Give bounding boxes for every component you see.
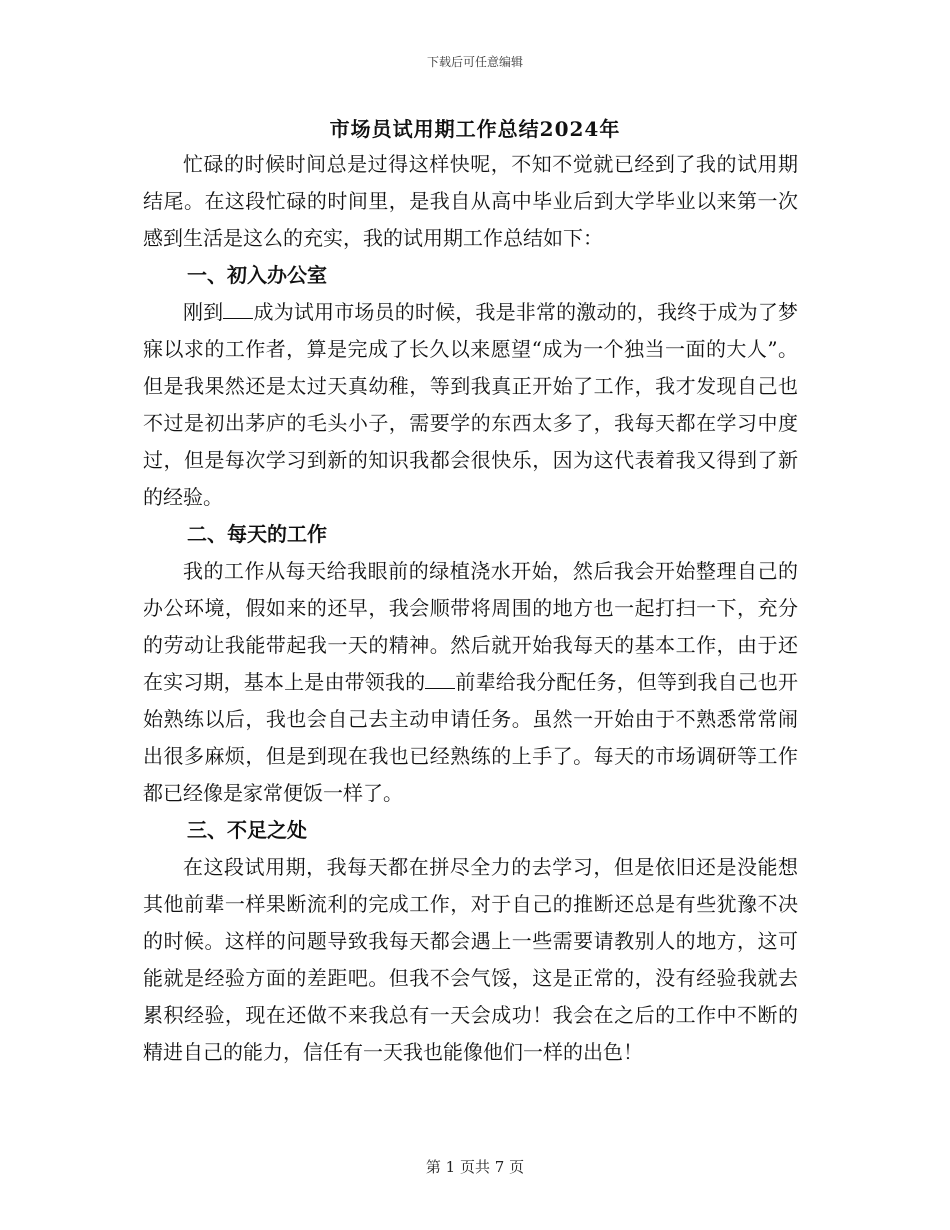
fill-in-blank (223, 300, 253, 319)
document-body (143, 146, 798, 1071)
page-number: 第 1 页共 7 页 (425, 1158, 525, 1176)
section-1-text-start: 刚到 (183, 300, 224, 324)
section-2-text-end: 前辈给我分配任务，但等到我自己也开始熟练以后，我也会自己去主动申请任务。虽然一开始由于不熟悉常常闹出很多麻烦，但是到现在我也已经熟练的上手了。每天的市场调研等工作都已经像是家常便饭一样了。 (143, 670, 799, 805)
section-paragraph-2 (143, 553, 798, 812)
header-note: 下载后可任意编辑 (426, 55, 523, 69)
section-paragraph-3: 在这段试用期，我每天都在拼尽全力的去学习，但是依旧还是没能想其他前辈一样果断流利的完成工作，对于自己的推断还总是有些犹豫不决的时候。这样的问题导致我每天都会遇上一些需要请教别人的地方，这可能就是经验方面的差距吧。但我不会气馁，这是正常的，没有经验我就去累积经验，现在还做不来我总有一天会成功！我会在之后的工作中不断的精进自己的能力，信任有一天我也能像他们一样的出色！ (143, 855, 798, 1064)
fill-in-blank (425, 670, 455, 689)
section-heading-3: 三、不足之处 (187, 818, 307, 842)
section-heading-2: 二、每天的工作 (187, 522, 327, 546)
section-2-text-start: 我的工作从每天给我眼前的绿植浇水开始，然后我会开始整理自己的办公环境，假如来的还早，我会顺带将周围的地方也一起打扫一下，充分的劳动让我能带起我一天的精神。然后就开始我每天的基本工作，由于还在实习期，基本上是由带领我的 (143, 559, 798, 694)
section-paragraph-1 (143, 294, 798, 516)
section-heading-1: 一、初入办公室 (187, 263, 327, 287)
intro-paragraph: 忙碌的时候时间总是过得这样快呢，不知不觉就已经到了我的试用期结尾。在这段忙碌的时间里，是我自从高中毕业后到大学毕业以来第一次感到生活是这么的充实，我的试用期工作总结如下： (143, 152, 798, 250)
section-1-text-end: 成为试用市场员的时候，我是非常的激动的，我终于成为了梦寐以求的工作者，算是完成了长久以来愿望“成为一个独当一面的大人”。但是我果然还是太过天真幼稚，等到我真正开始了工作，我才发现自己也不过是初出茅庐的毛头小子，需要学的东西太多了，我每天都在学习中度过，但是每次学习到新的知识我都会很快乐，因为这代表着我又得到了新的经验。 (143, 300, 799, 509)
document-title: 市场员试用期工作总结2024年 (329, 117, 621, 141)
